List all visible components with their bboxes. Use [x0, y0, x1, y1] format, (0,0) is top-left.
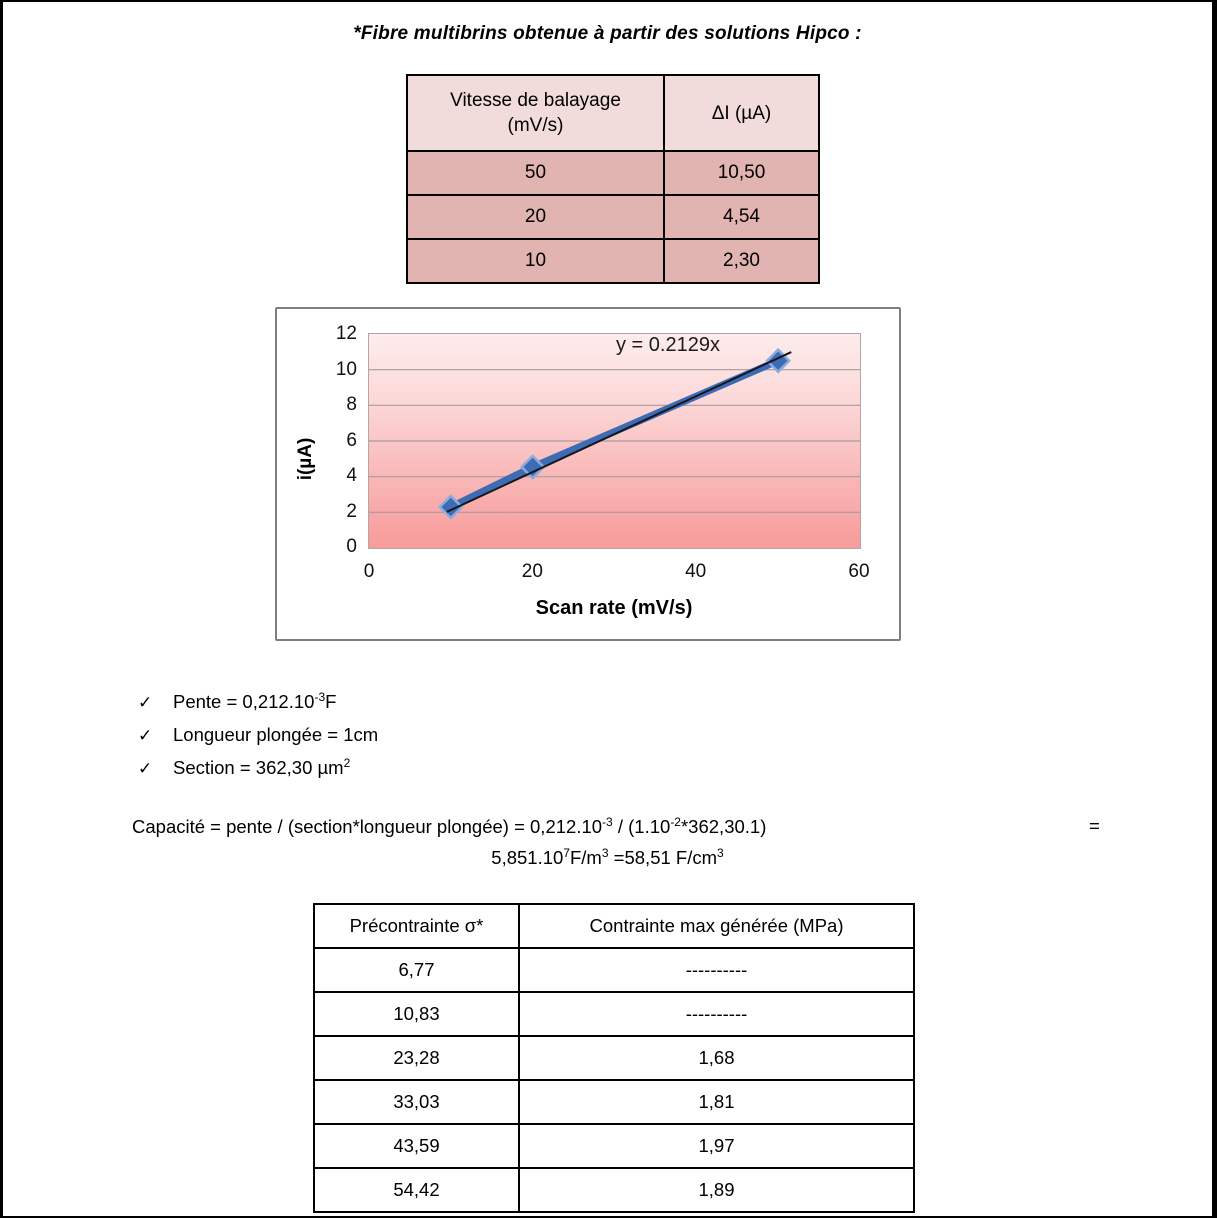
cell: 33,03 [314, 1080, 519, 1124]
y-tick-label: 6 [346, 429, 357, 451]
table-header-row [314, 904, 914, 948]
superscript: 2 [343, 756, 351, 770]
formula-text: F/m [569, 847, 602, 869]
contrainte-max-header-cell: Contrainte max générée (MPa) [519, 904, 914, 948]
cell: 1,89 [519, 1168, 914, 1212]
x-tick-label: 0 [363, 561, 375, 582]
capacity-formula-line1 [132, 815, 766, 838]
list-item-text: Pente = 0,212.10 [173, 691, 315, 713]
table-row [407, 195, 819, 239]
plot-svg [369, 334, 860, 548]
checkmark-icon: ✓ [138, 759, 153, 779]
x-axis-title: Scan rate (mV/s) [535, 597, 693, 619]
y-tick-label: 0 [346, 536, 357, 557]
table-header-row [407, 75, 819, 151]
equals-sign: = [1089, 815, 1100, 836]
formula-text: 5,851.10 [491, 847, 564, 869]
chart-plot-area [368, 333, 861, 549]
superscript: -3 [602, 815, 613, 829]
precontrainte-header-cell: Précontrainte σ* [314, 904, 519, 948]
formula-text: =58,51 F/cm [608, 847, 718, 869]
cell: 54,42 [314, 1168, 519, 1212]
table-row [407, 151, 819, 195]
cell: 1,68 [519, 1036, 914, 1080]
formula-text: Capacité = pente / (section*longueur plongée) = 0,212.10 [132, 816, 603, 838]
cell: 43,59 [314, 1124, 519, 1168]
superscript: 3 [717, 846, 724, 860]
stress-table [313, 903, 915, 1213]
table-row [314, 1080, 914, 1124]
checkmark-icon: ✓ [138, 726, 153, 746]
cell: 23,28 [314, 1036, 519, 1080]
superscript: -2 [670, 815, 681, 829]
cell: 2,30 [664, 239, 819, 283]
table-row [407, 239, 819, 283]
y-tick-label: 2 [346, 500, 357, 522]
trendline [447, 352, 792, 512]
superscript: -3 [314, 690, 326, 704]
cell: 50 [407, 151, 664, 195]
scan-rate-table [406, 74, 820, 284]
list-item-text: Longueur plongée = 1cm [173, 724, 379, 746]
scan-rate-header-cell: Vitesse de balayage (mV/s) [407, 75, 664, 151]
formula-text: *362,30.1) [680, 816, 767, 838]
chart [275, 307, 901, 641]
table-row [314, 948, 914, 992]
x-tick-label: 20 [521, 561, 543, 582]
x-tick-label: 60 [848, 561, 870, 582]
superscript: 3 [601, 846, 609, 860]
list-item-text: Section = 362,30 µm [173, 757, 344, 779]
list-item-section [138, 756, 350, 779]
table-row [314, 1036, 914, 1080]
capacity-formula-line2 [3, 846, 1212, 869]
cell: 10 [407, 239, 664, 283]
trendline-equation-label: y = 0.2129x [616, 334, 720, 356]
cell: 4,54 [664, 195, 819, 239]
cell: 10,83 [314, 992, 519, 1036]
cell: 20 [407, 195, 664, 239]
checkmark-icon: ✓ [138, 693, 153, 713]
cell: 10,50 [664, 151, 819, 195]
y-axis-title: i(µA) [295, 437, 316, 481]
list-item-text: F [325, 691, 337, 713]
list-item-pente [138, 690, 336, 713]
cell: ---------- [519, 948, 914, 992]
cell: 6,77 [314, 948, 519, 992]
delta-i-header-cell: ΔI (µA) [664, 75, 819, 151]
table-row [314, 992, 914, 1036]
table-row [314, 1168, 914, 1212]
cell: 1,81 [519, 1080, 914, 1124]
superscript: 7 [563, 846, 570, 860]
cell: ---------- [519, 992, 914, 1036]
cell: 1,97 [519, 1124, 914, 1168]
y-tick-label: 10 [335, 358, 357, 380]
formula-text: / (1.10 [612, 816, 671, 838]
table-row [314, 1124, 914, 1168]
x-tick-label: 40 [685, 561, 707, 582]
list-item-longueur [138, 723, 378, 746]
page-title: *Fibre multibrins obtenue à partir des solutions Hipco : [353, 23, 862, 44]
y-tick-label: 8 [346, 394, 357, 415]
y-tick-label: 12 [335, 323, 357, 344]
y-tick-label: 4 [346, 465, 357, 486]
